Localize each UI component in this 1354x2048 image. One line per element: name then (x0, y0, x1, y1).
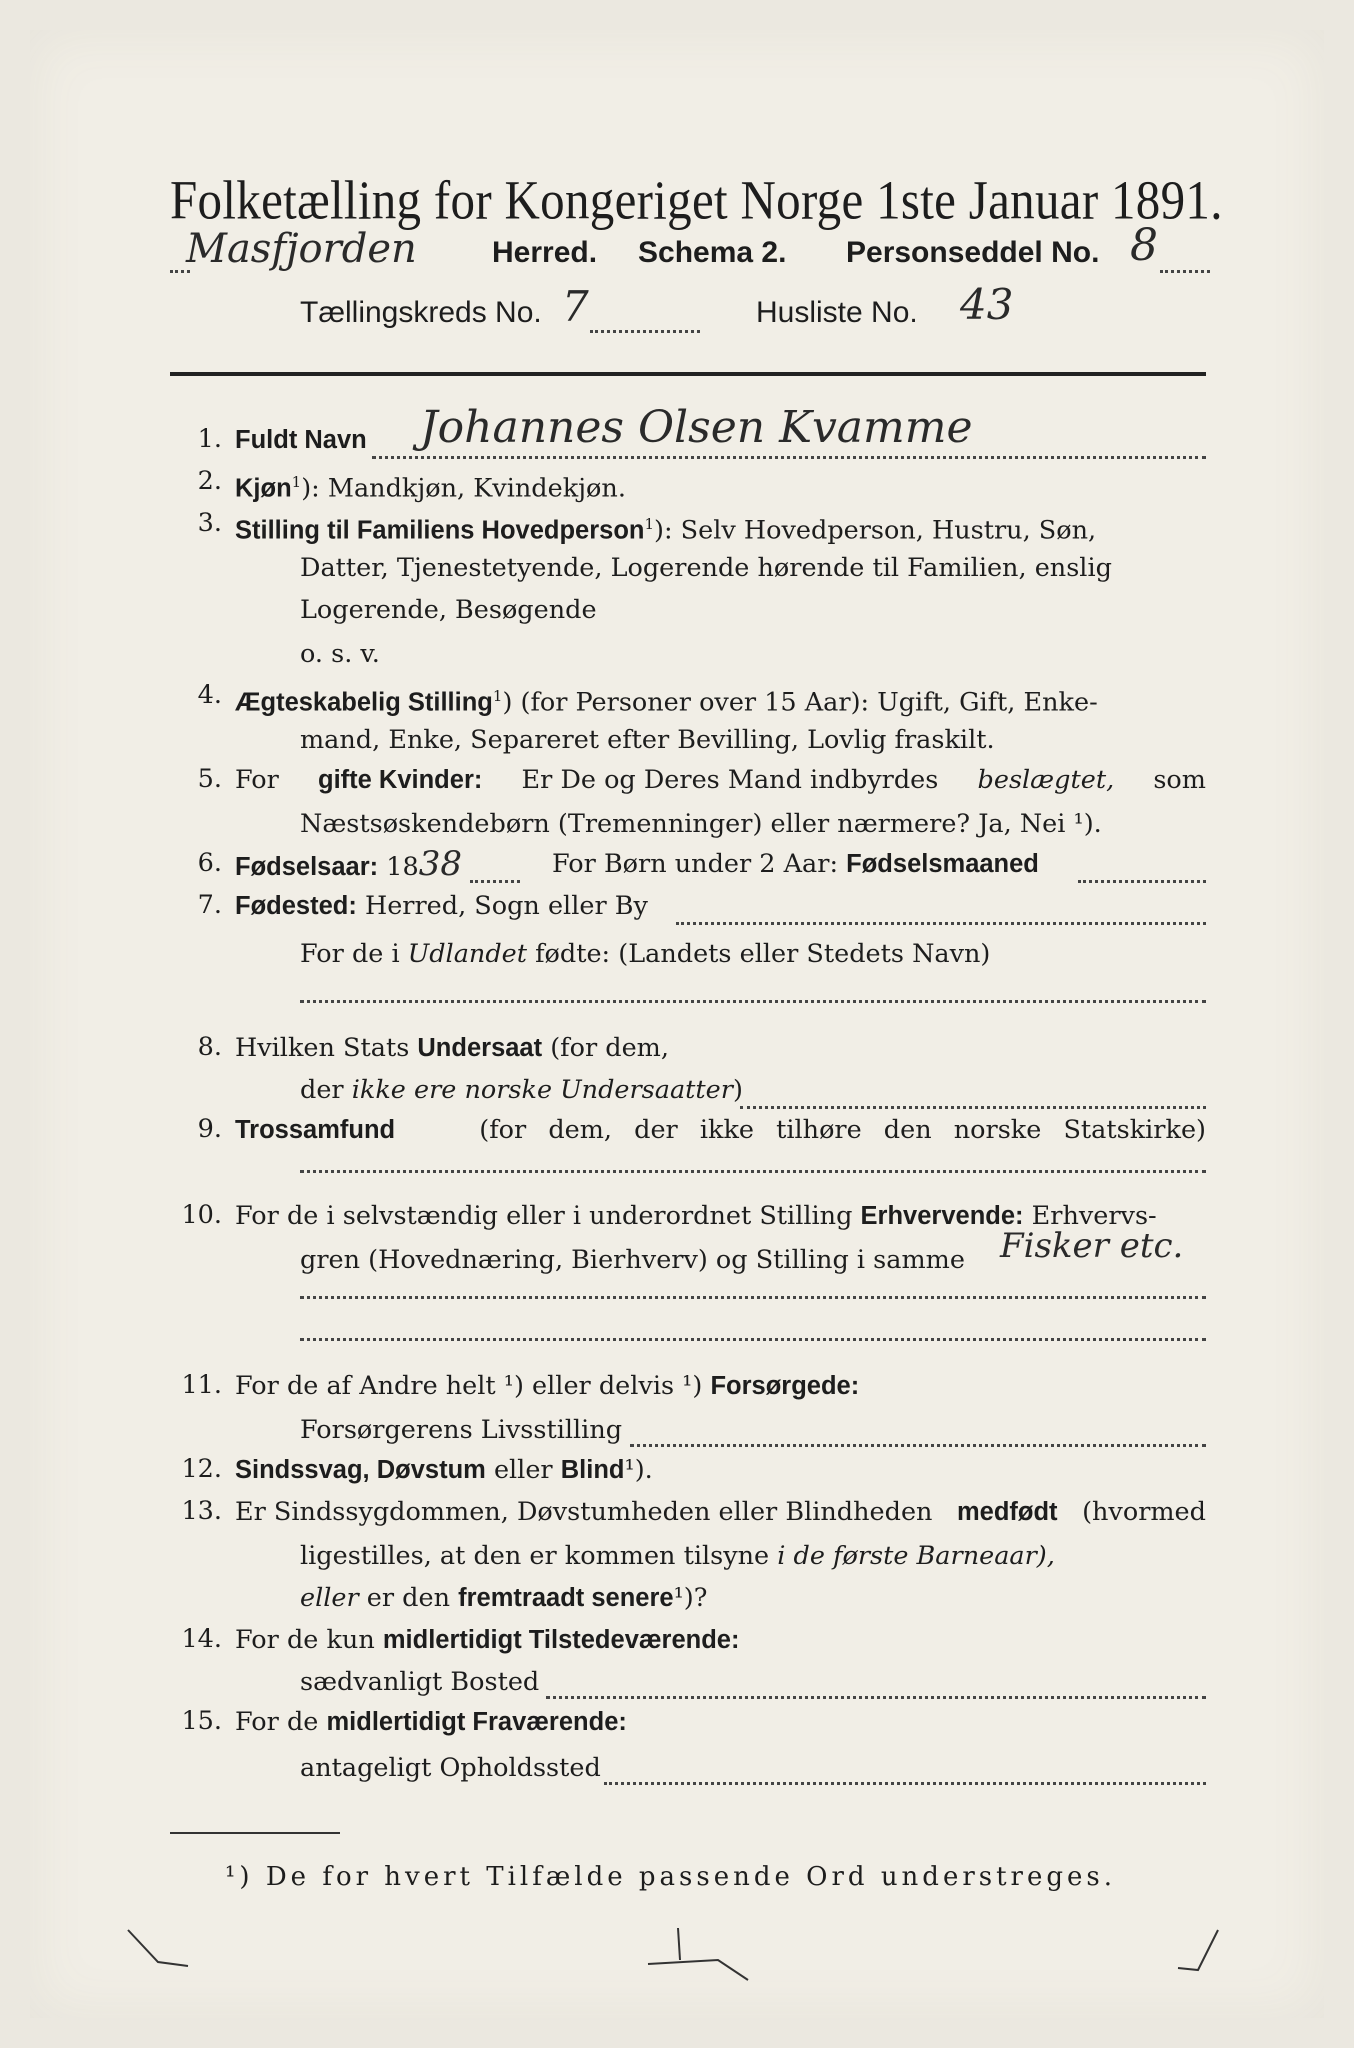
q10-number: 10. (181, 1200, 222, 1230)
q8-dotted-line (740, 1106, 1206, 1109)
q8-number: 8. (197, 1032, 222, 1062)
q9-label: Trossamfund (235, 1116, 396, 1144)
q11-label: Forsørgede: (710, 1372, 860, 1400)
q5-text: Er De og Deres Mand indbyrdes (521, 765, 939, 795)
q13-line2-a: ligestilles, at den er kommen tilsyne (300, 1541, 770, 1571)
q6-dotted-line-2 (1078, 880, 1206, 883)
q10-line1-b: Erhvervs- (1031, 1201, 1157, 1231)
q14-dotted-line (546, 1696, 1206, 1699)
q13-line1-a: Er Sindssygdommen, Døvstumheden eller Blindheden (235, 1497, 933, 1527)
q2-row (235, 462, 626, 509)
q7-line1 (235, 886, 648, 926)
q15-line2: antageligt Opholdssted (300, 1753, 601, 1783)
q7-line2-b: fødte: (Landets eller Stedets Navn) (535, 939, 991, 969)
schema-label: Schema 2. (638, 236, 787, 269)
personseddel-label: Personseddel No. (846, 236, 1100, 269)
q7-label: Fødested: (235, 892, 357, 920)
q8-line2: der ikke ere norske Undersaatter) (300, 1075, 743, 1105)
husliste-number: 43 (960, 280, 1014, 329)
q6-label2: Fødselsmaaned (846, 850, 1039, 878)
dotted-line (1160, 270, 1210, 273)
q14-label: midlertidigt Tilstedeværende: (382, 1626, 740, 1654)
q3-sup: 1 (644, 515, 655, 533)
q6-dotted-line (470, 880, 520, 883)
q6-label: Fødselsaar: (235, 853, 379, 881)
q7-dotted-line-2 (300, 1000, 1206, 1003)
q13-line3-italic: eller (300, 1583, 359, 1613)
q11-dotted-line (630, 1444, 1206, 1447)
q3-line4: o. s. v. (300, 639, 380, 669)
q13-line3 (300, 1578, 707, 1618)
q10-dotted-line-2 (300, 1338, 1206, 1341)
q7-options: Herred, Sogn eller By (364, 891, 648, 921)
q13-line3-b: ¹)? (673, 1583, 708, 1613)
q15-line1-a: For de (235, 1707, 319, 1737)
q6-middle: For Børn under 2 Aar: (552, 849, 839, 879)
q13-number: 13. (181, 1496, 222, 1526)
q2-number: 2. (197, 466, 222, 496)
q15-dotted-line (604, 1782, 1206, 1785)
footnote-rule (170, 1832, 340, 1834)
header-rule (170, 372, 1206, 376)
form-title: Folketælling for Kongeriget Norge 1ste Januar 1891. (170, 169, 1223, 231)
q8-line1-b: (for dem, (550, 1033, 669, 1063)
q5-number: 5. (197, 764, 222, 794)
q10-answer: Fisker etc. (1000, 1226, 1184, 1266)
q3-number: 3. (197, 508, 222, 538)
q15-line1 (235, 1702, 627, 1742)
q6-line (235, 844, 462, 887)
q11-line1 (235, 1366, 859, 1406)
q7-number: 7. (197, 890, 222, 920)
q8-line1 (235, 1028, 669, 1068)
q13-line2 (300, 1536, 1055, 1576)
fold-marks (118, 1920, 1248, 1990)
q10-dotted-line (300, 1296, 1206, 1299)
kreds-number: 7 (562, 282, 589, 331)
q6-year-handwritten: 38 (418, 844, 462, 884)
q11-line2: Forsørgerens Livsstilling (300, 1415, 623, 1445)
q9-rest: (for dem, der ikke tilhøre den norske Statskirke) (479, 1115, 1206, 1145)
q4-sup: 1 (492, 687, 503, 705)
q12-line (235, 1450, 653, 1490)
q8-label: Undersaat (417, 1034, 543, 1062)
q9-dotted-line (300, 1170, 1206, 1173)
q3-options-1: ): Selv Hovedperson, Hustru, Søn, (654, 515, 1097, 546)
q13-line1 (235, 1492, 1206, 1532)
q6-number: 6. (197, 848, 222, 878)
q1-name-answer: Johannes Olsen Kvamme (420, 402, 973, 453)
q5-italic: beslægtet, (977, 765, 1115, 795)
q4-line1 (235, 676, 1098, 723)
q1-label: Fuldt Navn (235, 426, 367, 454)
q6-line-b (552, 844, 1039, 884)
q15-number: 15. (181, 1706, 222, 1736)
q12-rest: ¹). (624, 1455, 653, 1485)
q5-end: som (1153, 765, 1206, 795)
q5-prefix: For (235, 765, 279, 795)
q7-line2 (300, 934, 990, 974)
q3-line3: Logerende, Besøgende (300, 595, 597, 625)
personseddel-number: 8 (1130, 220, 1158, 271)
q10-label: Erhvervende: (860, 1202, 1024, 1230)
q13-line1-b: (hvormed (1082, 1497, 1206, 1527)
q7-line2-a: For de i (300, 939, 400, 969)
q4-line2: mand, Enke, Separeret efter Bevilling, Lovlig fraskilt. (300, 725, 995, 755)
q8-line1-a: Hvilken Stats (235, 1033, 410, 1063)
q5-label: gifte Kvinder: (318, 766, 483, 794)
q9-number: 9. (197, 1114, 222, 1144)
q3-line1 (235, 504, 1203, 551)
q4-label: Ægteskabelig Stilling (235, 688, 493, 717)
herred-label: Herred. (492, 236, 598, 269)
q11-line1-a: For de af Andre helt ¹) eller delvis ¹) (235, 1371, 703, 1401)
q5-line1 (235, 760, 1206, 800)
q8-line2-a: der (300, 1075, 344, 1105)
q14-number: 14. (181, 1624, 222, 1654)
q10-line1-a: For de i selvstændig eller i underordnet Stilling (235, 1201, 853, 1231)
q2-sup: 1 (291, 473, 302, 491)
q13-label2: fremtraadt senere (458, 1584, 674, 1612)
q15-label: midlertidigt Fraværende: (326, 1708, 627, 1736)
q13-line2-italic: i de første Barneaar), (777, 1541, 1055, 1571)
q13-label: medfødt (956, 1498, 1058, 1526)
q2-options: ): Mandkjøn, Kvindekjøn. (301, 473, 626, 504)
q4-number: 4. (197, 680, 222, 710)
herred-handwritten: Masfjorden (186, 226, 417, 272)
q14-line1 (235, 1620, 739, 1660)
q7-udlandet: Udlandet (407, 939, 527, 969)
q9-line (235, 1110, 1206, 1150)
q12-label2: Blind (560, 1456, 625, 1484)
q6-year-prefix: 18 (386, 852, 419, 882)
husliste-label: Husliste No. (756, 296, 918, 329)
q8-italic: ikke ere norske Undersaatter (351, 1075, 733, 1105)
q14-line2: sædvanligt Bosted (300, 1667, 540, 1697)
q12-number: 12. (181, 1454, 222, 1484)
q12-label: Sindssvag, Døvstum (235, 1456, 486, 1484)
kreds-label: Tællingskreds No. (300, 296, 542, 329)
q1-number: 1. (197, 424, 222, 454)
q12-mid: eller (493, 1455, 553, 1485)
q13-line3-a: er den (366, 1583, 451, 1613)
q4-options-1: ) (for Personer over 15 Aar): Ugift, Gift, Enke- (502, 687, 1098, 718)
dotted-line (590, 330, 700, 333)
q1-dotted-line (372, 456, 1206, 459)
footnote: ¹) De for hvert Tilfælde passende Ord understreges. (225, 1862, 1117, 1892)
q11-number: 11. (181, 1370, 222, 1400)
header-line-herred (170, 220, 1210, 280)
q14-line1-a: For de kun (235, 1625, 375, 1655)
q3-label: Stilling til Familiens Hovedperson (235, 516, 645, 545)
q5-line2: Næstsøskendebørn (Tremenninger) eller nærmere? Ja, Nei ¹). (300, 809, 1102, 839)
q3-line2: Datter, Tjenestetyende, Logerende hørende til Familien, enslig (300, 553, 1112, 583)
header-line-kreds (300, 280, 1100, 340)
q10-line2: gren (Hovednæring, Bierhverv) og Stilling i samme (300, 1245, 965, 1275)
q2-label: Kjøn (235, 474, 292, 503)
q7-dotted-line (676, 922, 1206, 925)
